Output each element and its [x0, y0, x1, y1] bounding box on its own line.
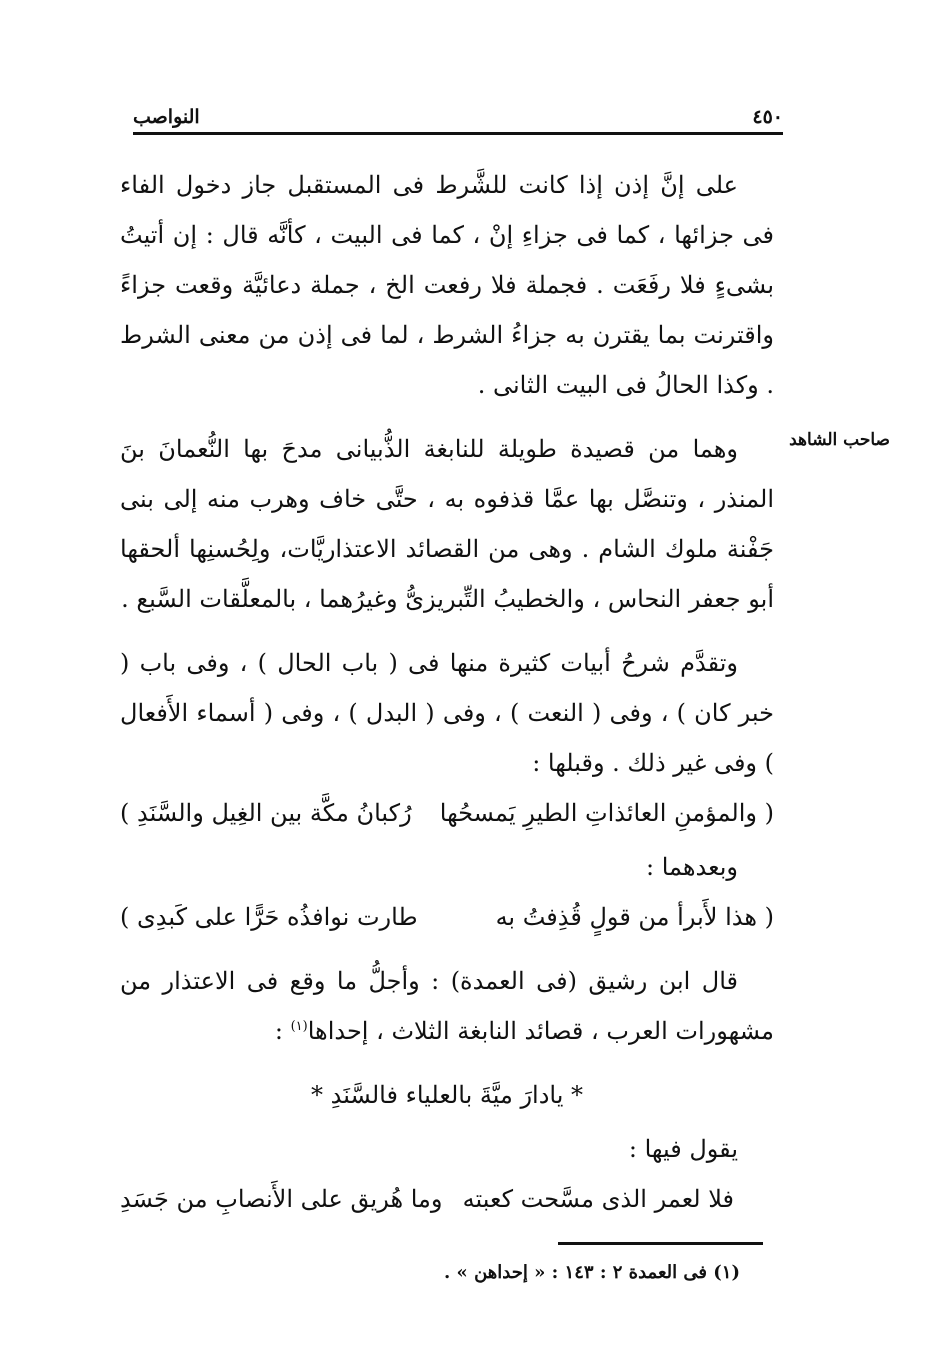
footnote-marker: (١) — [290, 1019, 308, 1034]
says-label: يقول فيها : — [628, 1135, 738, 1163]
verse-3-first-hemistich: فلا لعمر الذى مسَّحت كعبته — [462, 1185, 734, 1213]
single-hemistich: * يادارَ ميَّةَ بالعلياء فالسَّنَدِ * — [310, 1081, 584, 1109]
main-text — [120, 160, 774, 1224]
running-title: النواصب — [133, 106, 200, 128]
after-label: وبعدهما : — [645, 853, 738, 881]
verse-1-first-hemistich: ( والمؤمنِ العائذاتِ الطيرِ يَمسحُها — [439, 799, 774, 827]
verse-1-second-hemistich: رُكبانُ مكَّة بين الغِيل والسَّنَدِ ) — [120, 799, 412, 827]
paragraph-4 — [120, 956, 774, 1056]
verse-3 — [120, 1174, 774, 1224]
margin-note: صاحب الشاهد — [789, 430, 890, 450]
verse-3-second-hemistich: وما هُريق على الأَنصابِ من جَسَدِ — [120, 1185, 443, 1213]
verse-2-second-hemistich: طارت نوافذُه حَرًّا على كَبدِى ) — [120, 903, 418, 931]
verse-2 — [120, 892, 774, 942]
verse-2-first-hemistich: ( هذا لأَبرأ من قولٍ قُذِفتُ به — [495, 903, 774, 931]
paragraph-1: على إنَّ إذن إذا كانت للشَّرط فى المستقبل جاز دخول الفاء فى جزائها ، كما فى جزاءِ إنْ ، كما فى البيت ، كأنَّه قال : إن أتيتُ بشىءٍ فلا رفَعَت . فجملة فلا رفعت الخ ، جملة دعائيَّة وقعت جزاءً واقترنت بما يقترن به جزاءُ الشرط ، لما فى إذن من معنى الشرط . وكذا الحالُ فى البيت الثانى . — [120, 171, 774, 399]
paragraph-2: وهما من قصيدة طويلة للنابغة الذُّبيانى مدحَ بها النُّعمانَ بنَ المنذر ، وتنصَّل بها عمَّا قذفوه به ، حتَّى خاف وهرب منه إلى بنى جَفْنة ملوك الشام . وهى من القصائد الاعتذاريَّات، ولِحُسنِها ألحقها أبو جعفر النحاس ، والخطيبُ التِّبريزىُّ وغيرُهما ، بالمعلَّقات السَّبع . — [120, 435, 774, 613]
page-header — [133, 98, 783, 128]
paragraph-4-text: قال ابن رشيق (فى العمدة) : وأجلُّ ما وقع فى الاعتذار من مشهورات العرب ، قصائد النابغة الثلاث ، إحداها — [120, 967, 774, 1045]
page-number: ٤٥٠ — [752, 106, 783, 128]
paragraph-3: وتقدَّم شرحُ أبيات كثيرة منها فى ( باب الحال ) ، وفى باب ( خبر كان ) ، وفى ( النعت ) ، وفى ( البدل ) ، وفى ( أسماء الأَفعال ) وفى غير ذلك . وقبلها : — [120, 649, 774, 777]
header-rule — [133, 132, 783, 135]
footnote: (١) فى العمدة ٢ : ١٤٣ : « إحداهن » . — [444, 1262, 740, 1283]
verse-1 — [120, 788, 774, 838]
footnote-rule — [558, 1242, 763, 1245]
paragraph-4-end: : — [274, 1017, 291, 1045]
